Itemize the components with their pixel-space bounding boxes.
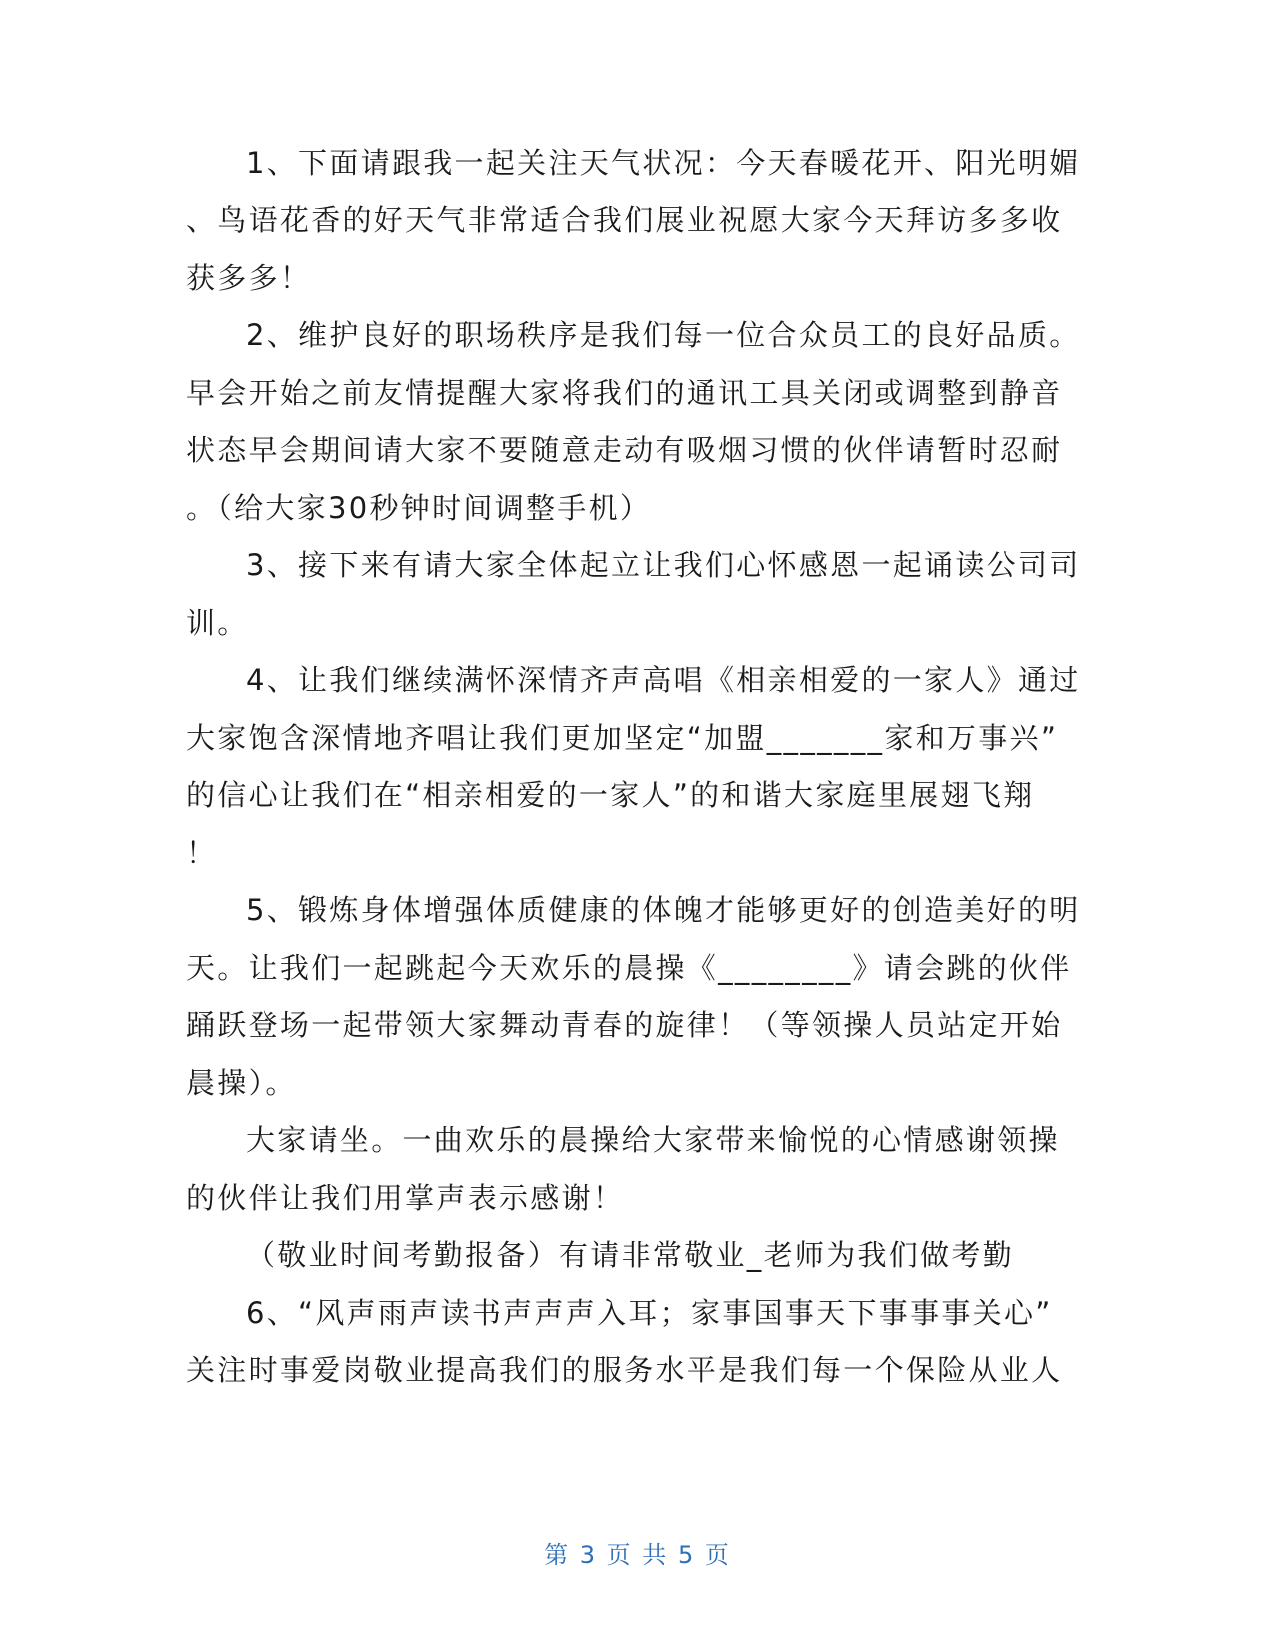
paragraph-line: 的信心让我们在“相亲相爱的一家人”的和谐大家庭里展翅飞翔: [186, 778, 1035, 812]
paragraph-line: 获多多！: [186, 261, 312, 295]
paragraph-line: 天。让我们一起跳起今天欢乐的晨操《________》请会跳的伙伴: [186, 951, 1072, 985]
paragraph-line: 5、锻炼身体增强体质健康的体魄才能够更好的创造美好的明: [246, 893, 1081, 927]
paragraph-line: 。（给大家30秒钟时间调整手机）: [186, 491, 652, 525]
paragraph-line: ！: [186, 836, 218, 870]
paragraph-line: 6、“风声雨声读书声声声入耳；家事国事天下事事事关心”: [246, 1296, 1053, 1330]
paragraph-line: 大家请坐。一曲欢乐的晨操给大家带来愉悦的心情感谢领操: [246, 1123, 1060, 1157]
paragraph-line: 3、接下来有请大家全体起立让我们心怀感恩一起诵读公司司: [246, 548, 1081, 582]
page-number-footer: 第 3 页 共 5 页: [544, 1541, 731, 1569]
paragraph-line: 早会开始之前友情提醒大家将我们的通讯工具关闭或调整到静音: [186, 376, 1063, 410]
paragraph-line: 1、下面请跟我一起关注天气状况：今天春暖花开、阳光明媚: [246, 146, 1081, 180]
paragraph-line: （敬业时间考勤报备）有请非常敬业_老师为我们做考勤: [246, 1238, 1015, 1272]
paragraph-line: 大家饱含深情地齐唱让我们更加坚定“加盟_______家和万事兴”: [186, 721, 1059, 755]
paragraph-line: 、鸟语花香的好天气非常适合我们展业祝愿大家今天拜访多多收: [186, 203, 1063, 237]
paragraph-line: 训。: [186, 606, 249, 640]
paragraph-line: 晨操）。: [186, 1066, 297, 1100]
paragraph-line: 2、维护良好的职场秩序是我们每一位合众员工的良好品质。: [246, 318, 1081, 352]
paragraph-line: 的伙伴让我们用掌声表示感谢！: [186, 1181, 625, 1215]
paragraph-line: 踊跃登场一起带领大家舞动青春的旋律！（等领操人员站定开始: [186, 1008, 1063, 1042]
paragraph-line: 状态早会期间请大家不要随意走动有吸烟习惯的伙伴请暂时忍耐: [186, 433, 1063, 467]
paragraph-line: 关注时事爱岗敬业提高我们的服务水平是我们每一个保险从业人: [186, 1353, 1063, 1387]
paragraph-line: 4、让我们继续满怀深情齐声高唱《相亲相爱的一家人》通过: [246, 663, 1081, 697]
